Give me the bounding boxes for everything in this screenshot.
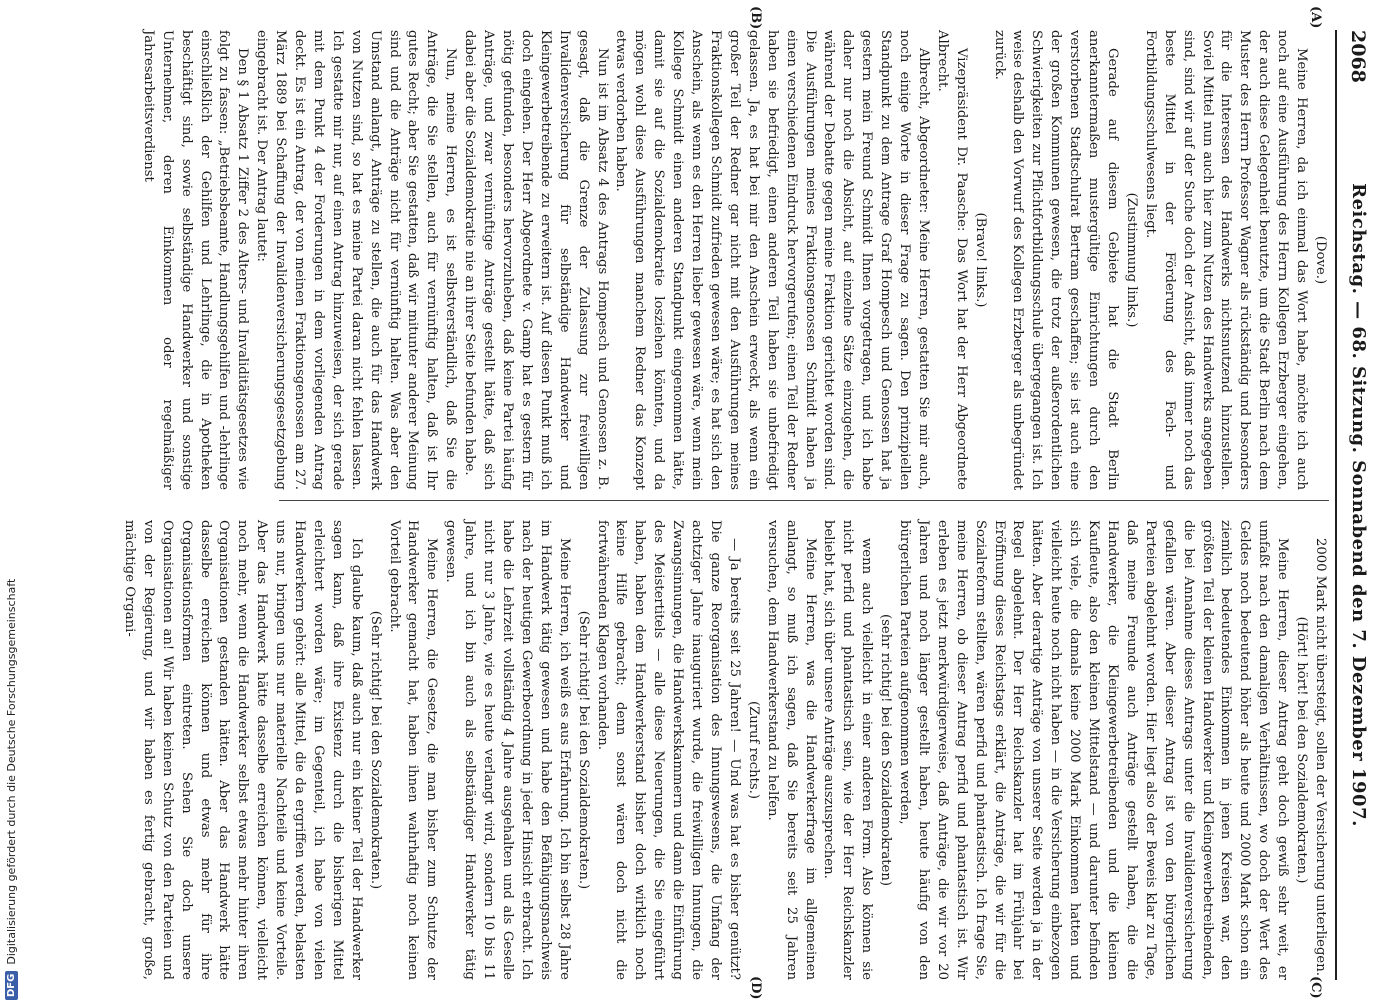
- interjection: (sehr richtig! bei den Sozialdemokraten): [878, 614, 894, 886]
- margin-marker-a: (A): [1308, 6, 1323, 29]
- margin-marker-d: (D): [748, 976, 763, 1000]
- paragraph: Meine Herren, was die Handwerkerfrage im allgemeinen anlangt, so muß ich sagen, daß Sie bereits seit 25 Jahren versuchen, dem Handwerkerstand zu helfen.: [764, 520, 818, 980]
- paragraph: Meine Herren, dieser Antrag geht doch gewiß sehr weit, er umfaßt nach den damaligen Verhältnissen, wo doch der Wert des Geldes noch bedeutend höher als heute und 2000 Mark schon ein ziemlich bedeutendes Einkommen in jenen Kreisen war, den größten Teil der kleinen Handwerker und Kleingewerbetreibenden, die bei Annahme dieses Antrags unter die Invalidenversicherung gefallen wären. Aber dieser Antrag ist von den bürgerlichen Parteien abgelehnt worden. Hier liegt also der Beweis klar zu Tage, daß meine Freunde auch Anträge gestellt haben, die die Handwerker, die Kleingewerbetreibenden und die kleinen Kaufleute, also den kleinen Mittelstand — und darunter befinden sich viele, die damals keine 2000 Mark Einkommen hatten und vielleicht heute noch nicht haben — in die Versicherung einbezogen hätten. Aber derartige Anträge von unserer Seite werden ja in der Regel abgelehnt. Der Herr Reichskanzler hat im Frühjahr bei Eröffnung dieses Reichstags erklärt, die Anträge, die wir für die Sozialreform stellten, wären perfid und phantastisch. Ich frage Sie, meine Herren, ob dieser Antrag perfid und phantastisch ist. Wir erleben es jetzt merkwürdigerweise, daß Anträge, die wir vor 20 Jahren und noch länger gestellt haben, heute häufig von den bürgerlichen Parteien aufgenommen werden,: [897, 520, 1291, 980]
- margin-marker-b: (B): [748, 6, 763, 30]
- paragraph: 2000 Mark nicht übersteigt, sollen der Versicherung unterliegen.: [1313, 538, 1328, 976]
- interjection: (Zustimmung links.): [1123, 192, 1139, 328]
- paragraph: Den § 1 Absatz 1 Ziffer 2 des Alters- und Invaliditätsgesetzes wie folgt zu fassen: „Betriebsbeamte, Handlungsgehilfen und -lehrlinge einschließlich der Gehilfen und Lehrlinge, die in Apotheken beschäftigt sind, sowie selbständige Handwerker und sonstige Unternehmer, deren Einkommen oder regelmäßiger Jahresarbeitsverdienst: [140, 30, 251, 490]
- dfg-logo: DFG: [5, 971, 18, 1000]
- paragraph: Gerade auf diesem Gebiete hat die Stadt Berlin anerkanntermaßen mustergültige Einrichtungen durch den verstorbenen Stadtschulrat Bertram geschaffen; sie ist auch eine der großen Kommunen gewesen, die trotz der außerordentlichen Schwierigkeiten zur Pflichtfortbildungsschule übergegangen ist. Ich weise deshalb den Vorwurf des Kollegen Erzberger als unbegründet zurück.: [991, 30, 1121, 490]
- paragraph: Nun, meine Herren, es ist selbstverständlich, daß Sie die Anträge, die Sie stellen, auch für vernünftig halten, daß ist Ihr gutes Recht; aber Sie gestatten, daß wir mitunter anderer Meinung sind und die Anträge nicht für vernünftig halten. Was aber den Umstand anlangt, Anträge zu stellen, die auch für das Handwerk von Nutzen sind, so hat es meine Partei daran nicht fehlen lassen. Ich gestatte mir nur, auf einen Antrag hinzuweisen, der sich gerade mit dem Punkt 4 der Forderungen in dem vorliegenden Antrag deckt. Es ist ein Antrag, der von meinen Fraktionsgenossen am 27. März 1889 bei Schaffung der Invalidenversicherungsgesetzgebung eingebracht ist. Der Antrag lautet:: [254, 30, 459, 490]
- paragraph: Nun ist im Absatz 4 des Antrags Hompesch und Genossen z. B. gesagt, daß die Grenze der Zulassung zur freiwilligen Invalidenversicherung für selbständige Handwerker und Kleingewerbetreibende zu erweitern ist. Auf diesen Punkt muß ich doch eingehen. Der Herr Abgeordnete v. Gamp hat es gestern für nötig gefunden, besonders hervorzuheben, daß keine Partei häufig Anträge, und zwar vernünftige Anträge gestellt hätte, daß sich dabei aber die Sozialdemokratie nie an ihrer Seite befunden habe.: [462, 30, 610, 490]
- credit-text: Digitalisierung gefördert durch die Deutsche Forschungsgemeinschaft: [4, 578, 18, 965]
- digitization-credit: [0, 0, 22, 1000]
- paragraph: Ich glaube kaum, daß auch nur ein kleiner Teil der Handwerker sagen kann, daß ihre Existenz durch die bisherigen Mittel erleichtert worden wäre; im Gegenteil, ich habe von vielen Handwerkern gehört: alle Mittel, die da ergriffen werden, belasten uns nur, bringen uns nur materielle Nachteile und keine Vorteile. Aber das Handwerk hätte dasselbe erreichen können, vielleicht noch mehr, wenn die Handwerker selbst etwas mehr hinter ihren Organisationen gestanden hätten. Aber das Handwerk hätte dasselbe erreichen können und etwas mehr für ihre Organisationsformen eintreten. Sehen Sie doch unsere Organisationen an! Wir haben keinen Schutz von den Parteien und von der Regierung, und wir haben es fertig gebracht, große, mächtige Organi-: [121, 520, 364, 980]
- interjection: (Bravo! links.): [972, 212, 988, 308]
- interjection: (Sehr richtig! bei den Sozialdemokraten.): [367, 610, 383, 890]
- interjection: (Hört! hört! bei den Sozialdemokraten.): [1294, 616, 1310, 884]
- paragraph: wenn auch vielleicht in einer anderen Form. Also können sie nicht perfid und phantastisch sein, wie der Herr Reichskanzler beliebt hat, sich über unsere Anträge auszusprechen.: [821, 520, 875, 980]
- text-column-left: [140, 30, 1329, 490]
- text-column-right: [121, 520, 1329, 980]
- interjection: (Zuruf rechts.): [745, 700, 761, 800]
- paragraph: Meine Herren, die Gesetze, die man bisher zum Schutze der Handwerker gemacht hat, haben ihnen wahrhaftig noch keinen Vorteil gebracht.: [386, 520, 440, 980]
- paragraph: Albrecht, Abgeordneter: Meine Herren, gestatten Sie mir auch, noch einige Worte in dieser Frage zu sagen. Den prinzipiellen Standpunkt zu dem Antrage Graf Hompesch und Genossen hat ja gestern mein Freund Schmidt Ihnen vorgetragen, und ich habe daher nur noch die Absicht, auf einzelne Sätze einzugehen, die während der Debatte gegen meine Fraktion gerichtet worden sind. Die Ausführungen meines Fraktionsgenossen Schmidt haben ja einen verschiedenen Eindruck hervorgerufen; einen Teil der Redner haben sie befriedigt, einen anderen Teil haben sie unbefriedigt gelassen. Ja, es hat bei mir den Anschein erweckt, als wenn ein großer Teil der Redner gar nicht mit den Ausführungen meines Fraktionskollegen Schmidt zufrieden gewesen wäre; es hat sich den Anschein, als wenn es den Herren lieber gewesen wäre, wenn mein Kollege Schmidt einen anderen Standpunkt eingenommen hätte, damit sie auf die Sozialdemokratie losziehen könnten, und da mögen wohl diese Ausführungen manchem Redner das Konzept etwas verdorben haben.: [613, 30, 931, 490]
- page-header: [1341, 30, 1375, 980]
- page-number: 2068: [1347, 30, 1369, 83]
- header-rule: [1335, 30, 1337, 980]
- paragraph: Meine Herren, ich weiß es aus Erfahrung. Ich bin selbst 28 Jahre im Handwerk tätig gewesen und habe den Befähigungsnachweis nach der heutigen Gewerbeordnung in jeder Hinsicht erbracht. Ich habe die Lehrzeit vollständig 4 Jahre ausgehalten und als Geselle nicht nur 3 Jahre, wie es heute verlangt wird, sondern 10 bis 11 Jahre, und ich bin auch als selbständiger Handwerker tätig gewesen.: [443, 520, 572, 980]
- page-title: Reichstag. — 68. Sitzung. Sonnabend den 7. Dezember 1907.: [1348, 183, 1369, 827]
- paragraph: — Ja bereits seit 25 Jahren! — Und was hat es bisher genützt? Die ganze Reorganisation des Innungswesens, die Umfang der achtziger Jahre inauguriert wurde, die freiwilligen Innungen, die Zwangsinnungen, die Handwerkskammern und dann die Einführung des Meistertitels — alle diese Neuerungen, die Sie eingeführt haben, haben dem Handwerkerstand bisher doch wirklich noch keine Hilfe gebracht; denn sonst wären doch nicht die fortwährenden Klagen vorhanden.: [594, 520, 742, 980]
- paragraph: Vizepräsident Dr. Paasche: Das Wort hat der Herr Abgeordnete Albrecht.: [934, 30, 969, 490]
- interjection: (Sehr richtig! bei den Sozialdemokraten.): [575, 610, 591, 890]
- margin-marker-c: (C): [1308, 976, 1323, 999]
- column-divider: [279, 500, 1329, 501]
- paragraph: Meine Herren, da ich einmal das Wort habe, möchte ich auch noch auf eine Ausführung des Herrn Kollegen Erzberger eingehen, der auch diese Gelegenheit benutzte, um die Stadt Berlin nach dem Muster des Herrn Professor Wagner als rückständig und besonders für die Interessen des Handwerks nichtsnutzend hinzustellen. Soviel Mittel nun auch hier zum Nutzen des Handwerks angegeben sind, sind wir auf der Suche doch der Ansicht, daß immer noch das beste Mittel in der Förderung des Fach- und Fortbildungsschulwesens liegt.: [1142, 30, 1310, 490]
- interjection: (Dove.): [1313, 235, 1328, 285]
